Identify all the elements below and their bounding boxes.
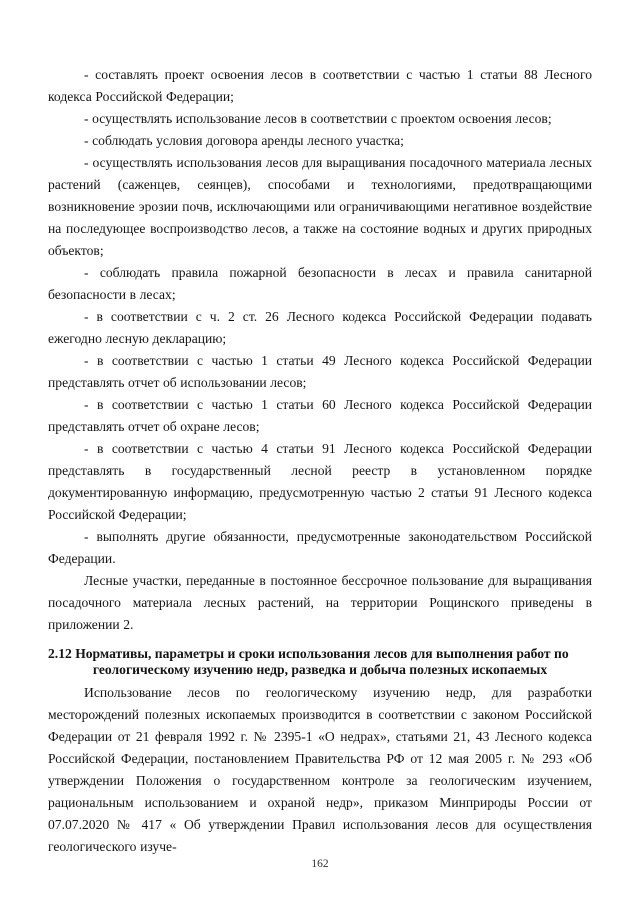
paragraph-1: - составлять проект освоения лесов в соответствии с частью 1 статьи 88 Лесного кодекса Российской Федерации; [48, 67, 592, 104]
text-column [48, 64, 592, 858]
page-number: 162 [311, 858, 329, 870]
paragraph-10: - выполнять другие обязанности, предусмотренные законодательством Российской Федерации. [48, 529, 592, 566]
section-heading-line-1: 2.12 Нормативы, параметры и сроки использования лесов для выполнения работ по [48, 646, 569, 661]
paragraph-6: - в соответствии с ч. 2 ст. 26 Лесного кодекса Российской Федерации подавать ежегодно лесную декларацию; [48, 309, 592, 346]
section-heading [48, 646, 592, 678]
paragraph-11: Лесные участки, переданные в постоянное бессрочное пользование для выращивания посадочного материала лесных растений, на территории Рощинского приведены в приложении 2. [48, 573, 592, 632]
paragraph-9: - в соответствии с частью 4 статьи 91 Лесного кодекса Российской Федерации представлять в государственный лесной реестр в установленном порядке документированную информацию, предусмотренную частью 2 статьи 91 Лесного кодекса Российской Федерации; [48, 441, 592, 522]
paragraph-4: - осуществлять использования лесов для выращивания посадочного материала лесных растений (саженцев, сеянцев), способами и технологиями, предотвращающими возникновение эрозии почв, исключающими или ограничивающими негативное воздействие на последующее воспроизводство лесов, а также на состояние водных и других природных объектов; [48, 155, 592, 258]
paragraph-7: - в соответствии с частью 1 статьи 49 Лесного кодекса Российской Федерации представлять отчет об использовании лесов; [48, 353, 592, 390]
paragraph-12: Использование лесов по геологическому изучению недр, для разработки месторождений полезных ископаемых производится в соответствии с законом Российской Федерации от 21 февраля 1992 г. № 2395-1 «О недрах», статьями 21, 43 Лесного кодекса Российской Федерации, постановлением Правительства РФ от 12 мая 2005 г. № 293 «Об утверждении Положения о государственном контроле за геологическим изучением, рациональным использованием и охраной недр», приказом Минприроды России от 07.07.2020 № 417 « Об утверждении Правил использования лесов для осуществления геологического изуче- [48, 685, 592, 854]
paragraph-8: - в соответствии с частью 1 статьи 60 Лесного кодекса Российской Федерации представлять отчет об охране лесов; [48, 397, 592, 434]
paragraph-2: - осуществлять использование лесов в соответствии с проектом освоения лесов; [84, 111, 552, 126]
section-heading-line-2: геологическому изучению недр, разведка и добыча полезных ископаемых [92, 662, 548, 677]
paragraph-3: - соблюдать условия договора аренды лесного участка; [84, 133, 404, 148]
paragraph-5: - соблюдать правила пожарной безопасности в лесах и правила санитарной безопасности в лесах; [48, 265, 592, 302]
